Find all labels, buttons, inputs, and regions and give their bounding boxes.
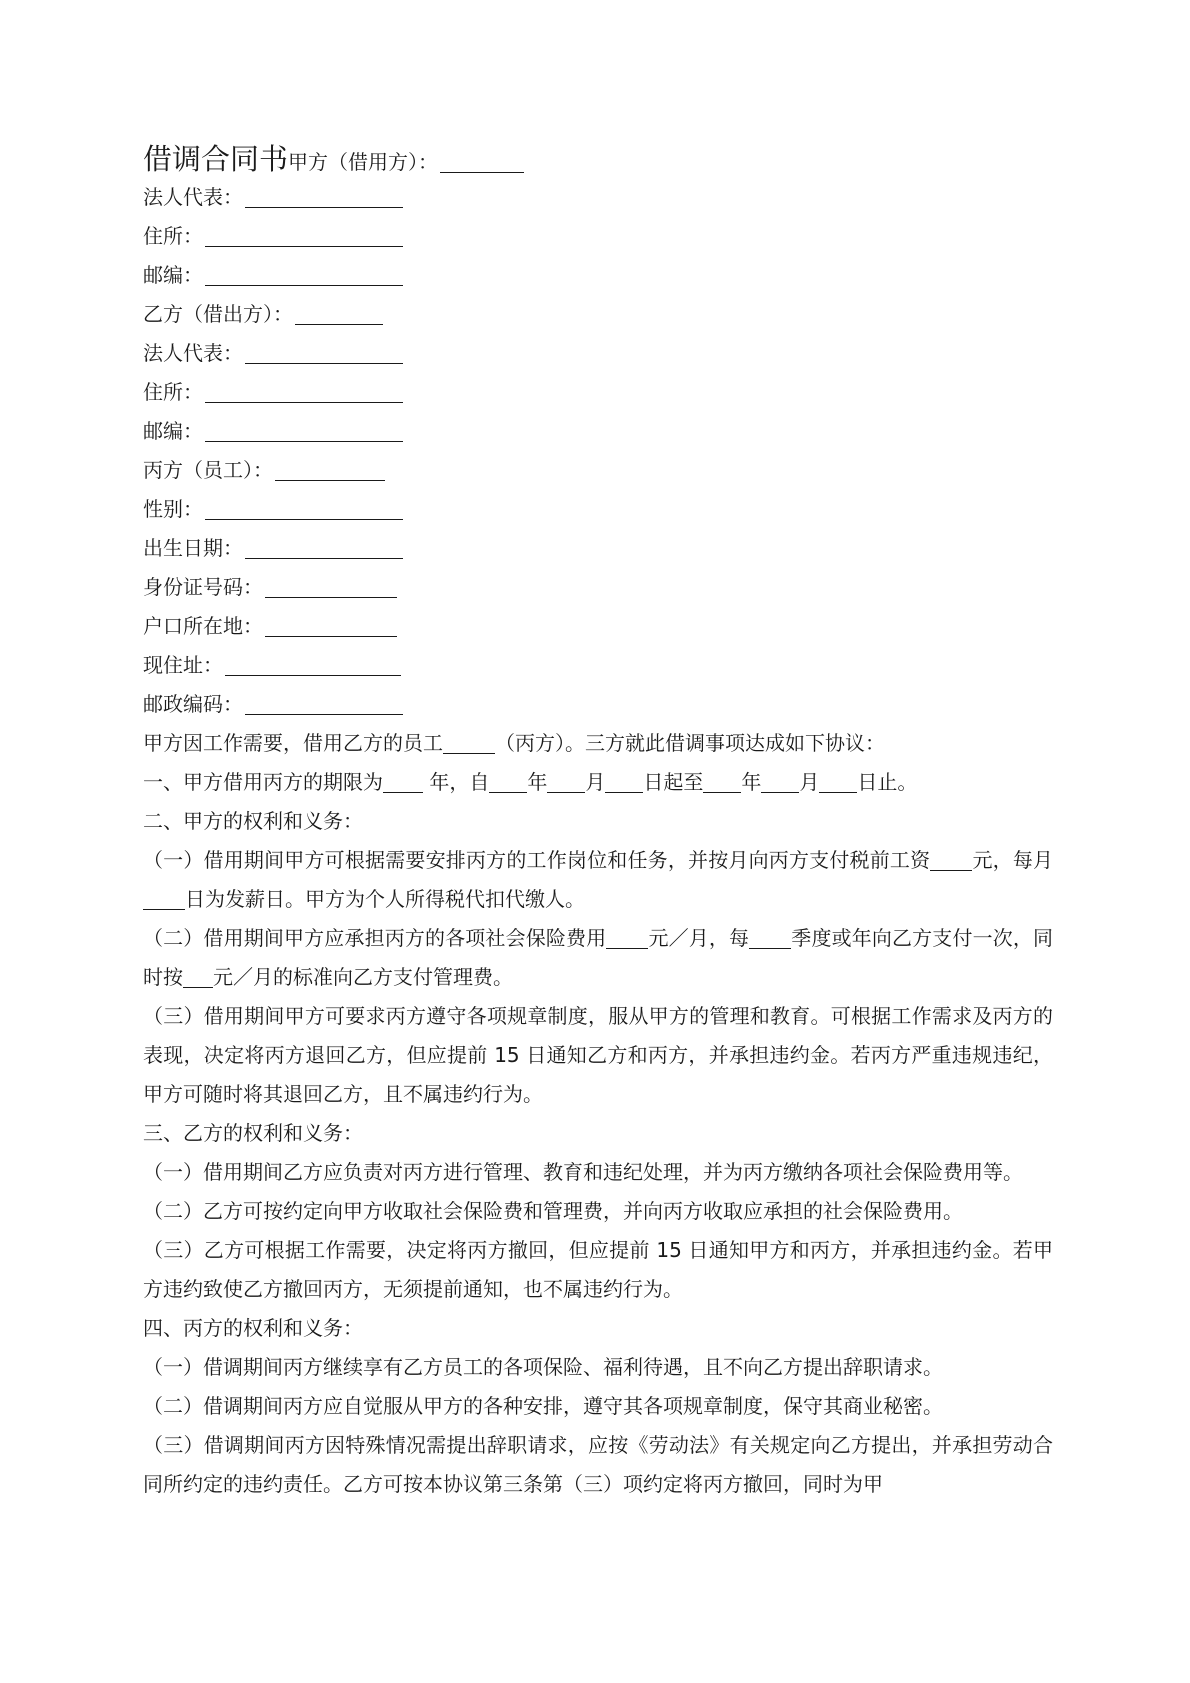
field-postal-code xyxy=(143,685,1053,724)
field-household xyxy=(143,607,1053,646)
field-birth-date xyxy=(143,529,1053,568)
article-2-item-3: （三）借用期间甲方可要求丙方遵守各项规章制度，服从甲方的管理和教育。可根据工作需求及丙方的表现，决定将丙方退回乙方，但应提前 15 日通知乙方和丙方，并承担违约金。若丙方严重违规违纪，甲方可随时将其退回乙方，且不属违约行为。 xyxy=(143,1004,1053,1106)
field-label: 法人代表： xyxy=(143,185,243,209)
field-id-number xyxy=(143,568,1053,607)
field-label: 身份证号码： xyxy=(143,575,263,599)
title-line xyxy=(143,140,1053,178)
field-current-address xyxy=(143,646,1053,685)
field-blank xyxy=(205,263,403,286)
field-address-a xyxy=(143,217,1053,256)
blank xyxy=(749,926,791,949)
blank xyxy=(489,770,527,793)
field-label: 现住址： xyxy=(143,653,223,677)
field-blank xyxy=(265,614,397,637)
blank xyxy=(383,770,423,793)
blank xyxy=(547,770,585,793)
field-label: 性别： xyxy=(143,497,203,521)
article-3-item-1: （一）借用期间乙方应负责对丙方进行管理、教育和违纪处理，并为丙方缴纳各项社会保险费用等。 xyxy=(143,1160,1023,1184)
field-label: 邮编： xyxy=(143,263,203,287)
article-3-item-3: （三）乙方可根据工作需要，决定将丙方撤回，但应提前 15 日通知甲方和丙方，并承担违约金。若甲方违约致使乙方撤回丙方，无须提前通知，也不属违约行为。 xyxy=(143,1238,1053,1301)
field-blank xyxy=(275,458,385,481)
field-gender xyxy=(143,490,1053,529)
article-2-item-1: （一）借用期间甲方可根据需要安排丙方的工作岗位和任务，并按月向丙方支付税前工资 元，每月日为发薪日。甲方为个人所得税代扣代缴人。 xyxy=(143,848,1054,911)
field-blank xyxy=(225,653,401,676)
party-a-blank xyxy=(440,150,524,173)
field-label: 丙方（员工）： xyxy=(143,458,273,482)
field-blank xyxy=(245,341,403,364)
field-blank xyxy=(245,185,403,208)
field-postcode-a xyxy=(143,256,1053,295)
field-party-b xyxy=(143,295,1053,334)
blank xyxy=(183,965,213,988)
blank xyxy=(819,770,857,793)
blank xyxy=(606,926,648,949)
field-label: 户口所在地： xyxy=(143,614,263,638)
intro-paragraph xyxy=(143,724,1053,763)
article-1: 一、甲方借用丙方的期限为 年，自 年 月 日起至 年 月 日止。 xyxy=(143,770,918,794)
field-blank xyxy=(205,497,403,520)
field-label: 住所： xyxy=(143,380,203,404)
field-blank xyxy=(295,302,383,325)
field-blank xyxy=(245,692,403,715)
field-party-c xyxy=(143,451,1053,490)
article-2-item-2: （二）借用期间甲方应承担丙方的各项社会保险费用 元／月，每 季度或年向乙方支付一次，同时按 元／月的标准向乙方支付管理费。 xyxy=(143,926,1054,989)
field-legal-rep-b xyxy=(143,334,1053,373)
contract-clauses xyxy=(143,724,1053,1504)
field-label: 出生日期： xyxy=(143,536,243,560)
field-label: 法人代表： xyxy=(143,341,243,365)
field-label: 邮编： xyxy=(143,419,203,443)
blank xyxy=(605,770,643,793)
field-label: 邮政编码： xyxy=(143,692,243,716)
field-blank xyxy=(245,536,403,559)
blank xyxy=(703,770,741,793)
intro-text-b: （丙方）。三方就此借调事项达成如下协议： xyxy=(495,731,885,755)
blank xyxy=(143,887,185,910)
field-label: 住所： xyxy=(143,224,203,248)
article-3-heading: 三、乙方的权利和义务： xyxy=(143,1121,363,1145)
field-blank xyxy=(205,419,403,442)
field-blank xyxy=(205,380,403,403)
field-address-b xyxy=(143,373,1053,412)
article-4-item-1: （一）借调期间丙方继续享有乙方员工的各项保险、福利待遇，且不向乙方提出辞职请求。 xyxy=(143,1355,943,1379)
article-3-item-2: （二）乙方可按约定向甲方收取社会保险费和管理费，并向丙方收取应承担的社会保险费用。 xyxy=(143,1199,963,1223)
blank xyxy=(930,848,972,871)
field-label: 乙方（借出方）： xyxy=(143,302,293,326)
article-4-heading: 四、丙方的权利和义务： xyxy=(143,1316,363,1340)
intro-text-a: 甲方因工作需要，借用乙方的员工 xyxy=(143,731,443,755)
field-blank xyxy=(265,575,397,598)
intro-blank xyxy=(443,731,495,754)
document-title: 借调合同书 xyxy=(143,142,289,176)
field-blank xyxy=(205,224,403,247)
contract-body xyxy=(143,140,1053,1504)
field-legal-rep-a xyxy=(143,178,1053,217)
field-postcode-b xyxy=(143,412,1053,451)
blank xyxy=(761,770,799,793)
article-4-item-2: （二）借调期间丙方应自觉服从甲方的各种安排，遵守其各项规章制度，保守其商业秘密。 xyxy=(143,1394,943,1418)
article-4-item-3: （三）借调期间丙方因特殊情况需提出辞职请求，应按《劳动法》有关规定向乙方提出，并承担劳动合同所约定的违约责任。乙方可按本协议第三条第（三）项约定将丙方撤回，同时为甲 xyxy=(143,1433,1053,1496)
article-2-heading: 二、甲方的权利和义务： xyxy=(143,809,363,833)
party-a-heading: 甲方（借用方）： xyxy=(288,150,439,174)
